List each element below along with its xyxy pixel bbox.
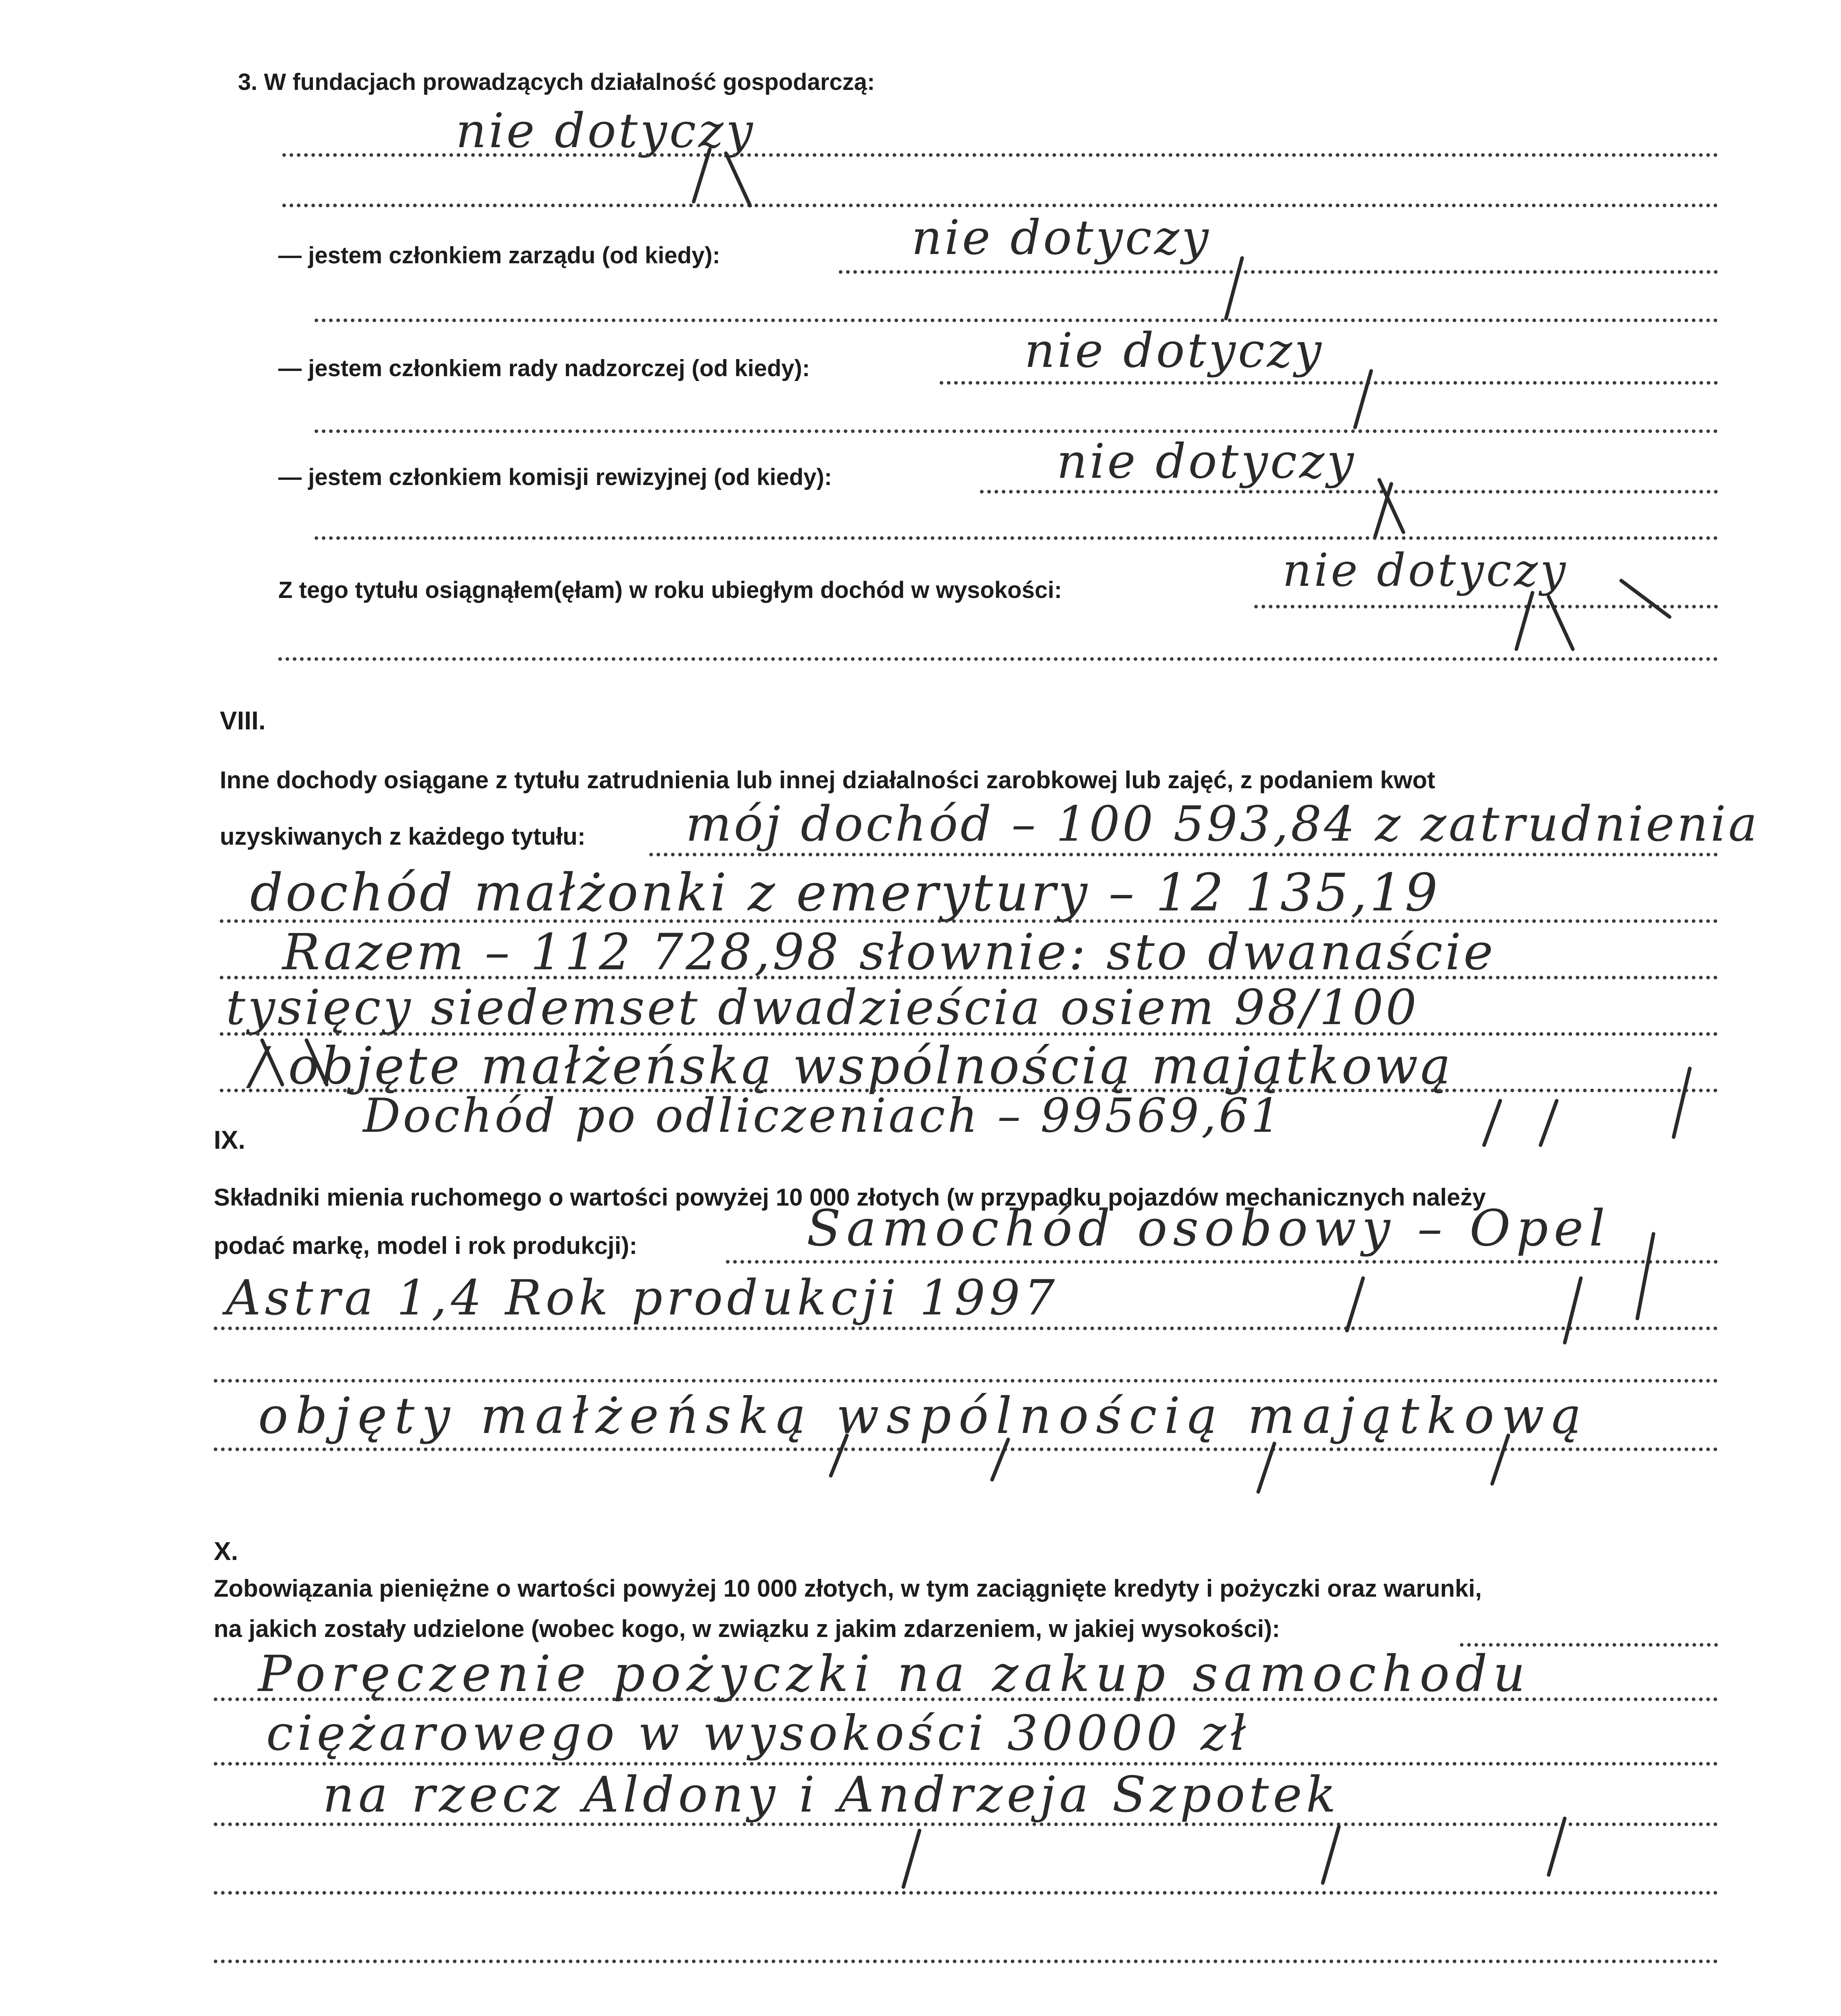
ix-line1: Składniki mienia ruchomego o wartości powyżej 10 000 złotych (w przypadku pojazdów mechanicznych należy — [214, 1184, 1486, 1211]
viii-line1: Inne dochody osiągane z tytułu zatrudnienia lub innej działalności zarobkowej lub zajęć, z podaniem kwot — [220, 766, 1435, 793]
viii-hand-line4: tysięcy siedemset dwadzieścia osiem 98/100 — [226, 980, 1419, 1036]
viii-hand-line1: mój dochód – 100 593,84 z zatrudnienia — [686, 796, 1760, 852]
x-line1: Zobowiązania pieniężne o wartości powyżej 10 000 złotych, w tym zaciągnięte kredyty i pożyczki oraz warunki, — [214, 1575, 1482, 1602]
slash-stroke — [1347, 1278, 1363, 1331]
viii-hand-line2: dochód małżonki z emerytury – 12 135,19 — [250, 863, 1440, 923]
slash-stroke — [1492, 1435, 1508, 1484]
dochod-label: Z tego tytułu osiągnąłem(ęłam) w roku ubiegłym dochód w wysokości: — [278, 577, 1062, 603]
slash-stroke — [831, 1435, 847, 1476]
slash-stroke — [1674, 1068, 1690, 1137]
slash-stroke — [306, 1040, 327, 1085]
slash-stroke — [1323, 1826, 1339, 1883]
slash-stroke — [1549, 597, 1573, 649]
rada-value-handwritten: nie dotyczy — [1024, 323, 1324, 378]
slash-stroke — [1484, 1101, 1500, 1145]
slash-stroke — [1637, 1234, 1653, 1318]
slash-stroke — [992, 1439, 1008, 1480]
slash-stroke — [903, 1831, 919, 1887]
viii-hand-line3: Razem – 112 728,98 słownie: sto dwanaście — [282, 923, 1496, 981]
sec3-answer-handwritten: nie dotyczy — [456, 103, 755, 158]
komisja-label: — jestem członkiem komisji rewizyjnej (od kiedy): — [278, 464, 832, 490]
x-hand-line3: na rzecz Aldony i Andrzeja Szpotek — [323, 1766, 1340, 1823]
zarzad-label: — jestem członkiem zarządu (od kiedy): — [278, 242, 720, 269]
slash-stroke — [694, 149, 710, 202]
slash-stroke — [726, 153, 750, 206]
dochod-value-handwritten: nie dotyczy — [1282, 544, 1568, 597]
slash-stroke — [1516, 593, 1532, 649]
slash-stroke — [1258, 1443, 1274, 1492]
x-line2: na jakich zostały udzielone (wobec kogo, w związku z jakim zdarzeniem, w jakiej wysokości): — [214, 1615, 1280, 1642]
viii-hand-line6: Dochód po odliczeniach – 99569,61 — [363, 1089, 1283, 1143]
x-hand-line1: Poręczenie pożyczki na zakup samochodu — [258, 1645, 1531, 1703]
komisja-value-handwritten: nie dotyczy — [1057, 433, 1356, 489]
ix-heading: IX. — [214, 1125, 246, 1154]
x-heading: X. — [214, 1537, 238, 1566]
viii-hand-line5: / objęte małżeńską wspólnością majątkową — [250, 1036, 1453, 1095]
ix-hand-line3: objęty małżeńską wspólnością majątkową — [258, 1387, 1589, 1445]
slash-stroke — [1549, 1818, 1565, 1875]
sec3-title: 3. W fundacjach prowadzących działalność gospodarczą: — [238, 69, 875, 95]
zarzad-value-handwritten: nie dotyczy — [911, 210, 1211, 265]
slash-stroke — [1565, 1278, 1581, 1343]
slash-stroke — [1226, 258, 1242, 319]
rada-label: — jestem członkiem rady nadzorczej (od kiedy): — [278, 355, 810, 381]
viii-line2: uzyskiwanych z każdego tytułu: — [220, 823, 586, 850]
slash-stroke — [262, 1040, 282, 1085]
ix-hand-line2: Astra 1,4 Rok produkcji 1997 — [226, 1270, 1059, 1326]
slash-stroke — [1621, 581, 1670, 617]
ix-hand-line1: Samochód osobowy – Opel — [807, 1200, 1611, 1258]
ix-line2: podać markę, model i rok produkcji): — [214, 1232, 638, 1259]
viii-heading: VIII. — [220, 706, 266, 735]
slash-stroke — [1541, 1101, 1557, 1145]
x-hand-line2: ciężarowego w wysokości 30000 zł — [266, 1706, 1250, 1762]
slash-stroke — [1355, 371, 1371, 427]
